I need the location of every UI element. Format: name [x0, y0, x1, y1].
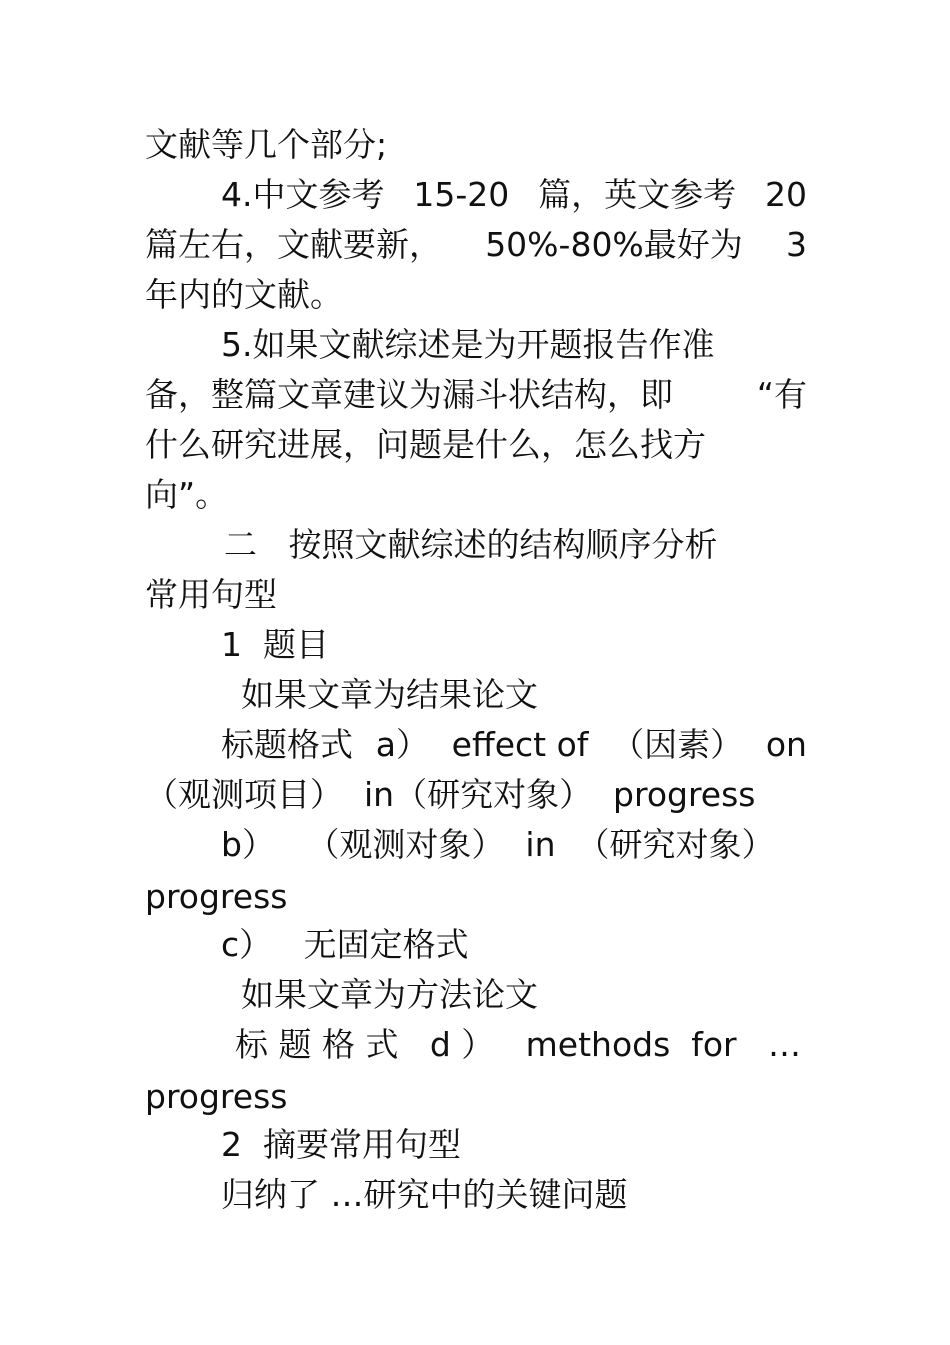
text-segment: 归纳了 …研究中的关键问题 [221, 1175, 628, 1214]
text-segment: 标 题 格 式 [235, 1025, 399, 1064]
text-segment: progress [145, 1077, 288, 1116]
text-segment: 如果文章为方法论文 [241, 975, 538, 1014]
text-segment: 篇，英文参考 [538, 175, 737, 214]
text-segment: （因素） [611, 725, 744, 764]
subheading-abstract [221, 1125, 461, 1165]
text-line-18 [241, 975, 538, 1015]
text-line-8 [145, 475, 228, 515]
text-line-13 [221, 725, 807, 765]
text-line-15 [221, 825, 774, 865]
text-line-3 [145, 225, 807, 265]
text-segment: 3 [785, 225, 807, 264]
section-heading [224, 525, 717, 565]
text-segment: 20 [764, 175, 807, 214]
text-line-22 [221, 1175, 628, 1215]
text-segment: （观测项目） in（研究对象） progress [145, 775, 756, 814]
text-line-4 [145, 275, 343, 315]
text-segment: 年内的文献。 [145, 275, 343, 314]
text-segment: 5.如果文献综述是为开题报告作准 [221, 325, 715, 364]
text-segment: … [768, 1025, 801, 1064]
text-segment: 50%-80%最好为 [485, 225, 743, 264]
text-segment: effect of [451, 725, 589, 764]
text-segment: progress [145, 877, 288, 916]
text-segment: 文献等几个部分; [145, 125, 388, 164]
text-segment: “有 [756, 375, 807, 414]
text-line-7 [145, 425, 706, 465]
text-line-5 [221, 325, 715, 365]
text-segment: 2 摘要常用句型 [221, 1125, 461, 1164]
text-line-20 [145, 1077, 287, 1117]
text-segment: b） （观测对象） in （研究对象） [221, 825, 775, 864]
text-line-16 [145, 877, 287, 917]
text-segment: 如果文章为结果论文 [241, 675, 538, 714]
text-line-12 [241, 675, 538, 715]
text-segment: 标题格式 [221, 725, 353, 764]
subheading-title [221, 625, 329, 665]
text-segment: 二 按照文献综述的结构顺序分析 [224, 525, 718, 564]
text-line-19 [235, 1025, 801, 1065]
text-segment: d ） [429, 1025, 495, 1064]
text-line-14 [145, 775, 756, 815]
text-line-1 [145, 125, 387, 165]
text-line-6 [145, 375, 807, 415]
text-segment: on [765, 725, 807, 764]
text-segment: 15-20 [413, 175, 510, 214]
text-segment: 4.中文参考 [221, 175, 385, 214]
text-line-10 [145, 575, 277, 615]
text-segment: 篇左右，文献要新， [145, 225, 442, 264]
text-segment: c） 无固定格式 [221, 925, 469, 964]
text-segment: a） [375, 725, 429, 764]
text-segment: 备，整篇文章建议为漏斗状结构，即 [145, 375, 673, 414]
text-line-17 [221, 925, 469, 965]
text-line-2 [221, 175, 807, 215]
text-segment: methods for [525, 1025, 737, 1064]
text-segment: 1 题目 [221, 625, 329, 664]
text-segment: 常用句型 [145, 575, 277, 614]
text-segment: 什么研究进展，问题是什么，怎么找方 [145, 425, 706, 464]
text-segment: 向”。 [145, 475, 229, 514]
